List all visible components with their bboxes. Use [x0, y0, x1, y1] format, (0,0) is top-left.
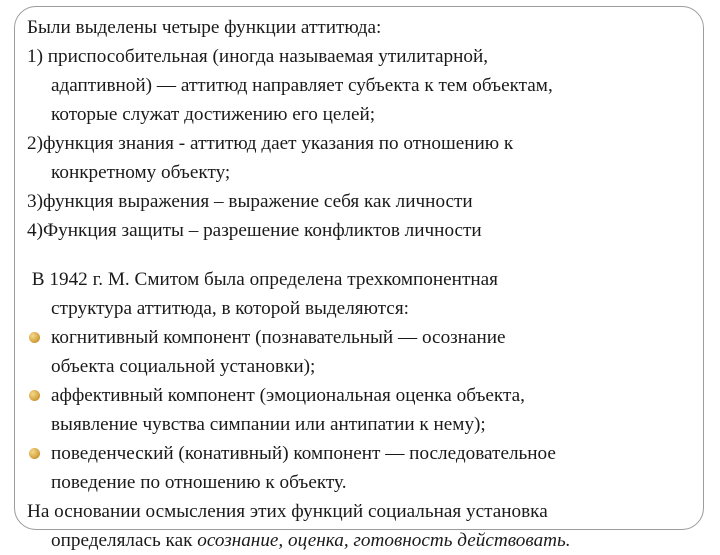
conclusion-plain-text: определялась как [51, 530, 198, 551]
slide-content [27, 13, 695, 555]
component-bullet-conative [27, 439, 695, 497]
component-bullet-line-2: поведение по отношению к объекту. [51, 472, 347, 493]
function-item-2-line-1: 2)функция знания - аттитюд дает указания по отношению к [27, 133, 514, 154]
component-bullet-line-1: когнитивный компонент (познавательный — осознание [51, 327, 506, 348]
function-item-4: 4)Функция защиты – разрешение конфликтов личности [27, 220, 482, 241]
structure-intro-line-1: В 1942 г. М. Смитом была определена трехкомпонентная [27, 269, 498, 290]
bullet-icon [29, 390, 40, 401]
conclusion-italic-text: осознание, оценка, готовность действовать. [197, 530, 571, 551]
component-bullet-line-1: аффективный компонент (эмоциональная оценка объекта, [51, 385, 525, 406]
component-bullet-line-2: объекта социальной установки); [51, 356, 316, 377]
functions-intro: Были выделены четыре функции аттитюда: [27, 17, 382, 38]
conclusion-line-2 [27, 526, 695, 555]
function-item-3: 3)функция выражения – выражение себя как личности [27, 191, 473, 212]
bullet-icon [29, 332, 40, 343]
function-item-1-line-1: 1) приспособительная (иногда называемая утилитарной, [27, 46, 489, 67]
conclusion-line-1: На основании осмысления этих функций социальная установка [27, 501, 548, 522]
bullet-icon [29, 448, 40, 459]
function-item-1-line-2: адаптивной) — аттитюд направляет субъекта к тем объектам, [51, 75, 553, 96]
component-bullet-line-2: выявление чувства симпании или антипатии к нему); [51, 414, 486, 435]
function-item-1-line-3: которые служат достижению его целей; [51, 104, 376, 125]
structure-intro-line-2: структура аттитюда, в которой выделяются: [51, 298, 409, 319]
section-spacer [27, 245, 695, 265]
component-bullet-line-1: поведенческий (конативный) компонент — последовательное [51, 443, 556, 464]
component-bullet-cognitive [27, 323, 695, 381]
component-bullet-affective [27, 381, 695, 439]
function-item-2-line-2: конкретному объекту; [51, 162, 231, 183]
